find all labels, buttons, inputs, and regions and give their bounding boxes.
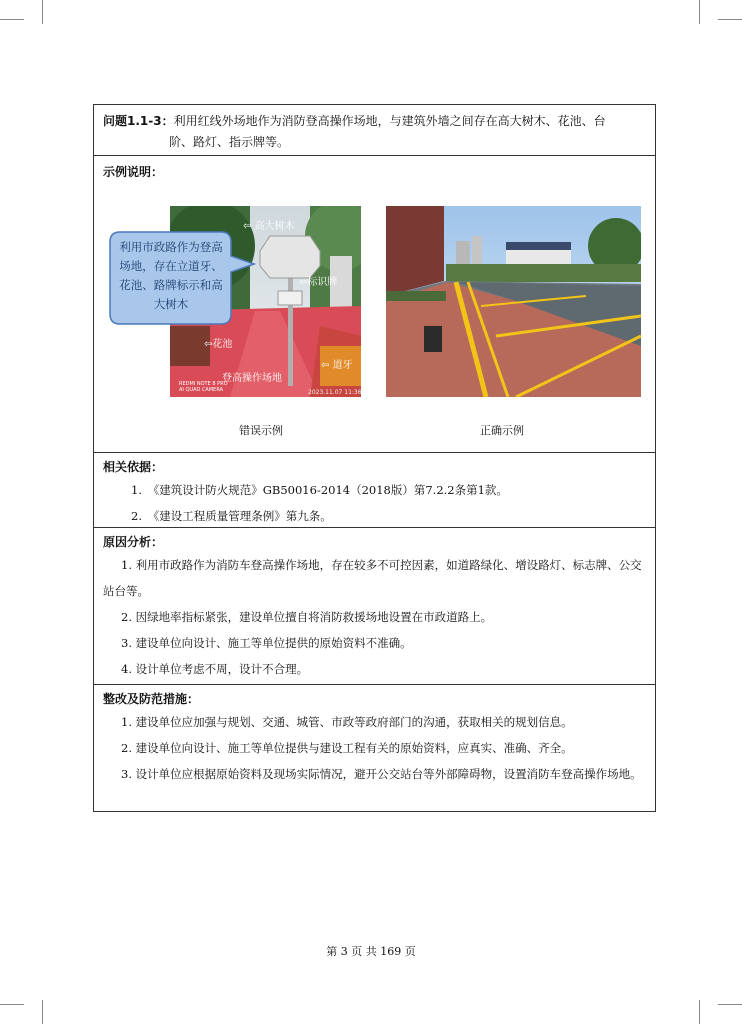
callout-bubble [108, 230, 233, 326]
crop-mark [42, 0, 43, 24]
example-heading: 示例说明： [103, 165, 164, 179]
question-section [94, 105, 655, 155]
basis-item: 1. 《建筑设计防火规范》GB50016-2014（2018版）第7.2.2条第1款。 [131, 483, 508, 497]
correct-photo-scene [386, 206, 641, 397]
cause-item: 2. 因绿地率指标紧张，建设单位擅自将消防救援场地设置在市政道路上。 [121, 610, 493, 624]
example-section [94, 155, 655, 452]
photo-label-sign: ⇦标识牌 [299, 277, 338, 288]
example-pictures [103, 182, 646, 472]
crop-mark [0, 19, 24, 20]
measures-item: 2. 建设单位向设计、施工等单位提供与建设工程有关的原始资料，应真实、准确、齐全。 [121, 741, 573, 755]
photo-timestamp: 2023.11.07 11:36 [308, 389, 362, 396]
cause-heading: 原因分析： [103, 535, 164, 549]
photo-label-planter: ⇦花池 [204, 339, 233, 350]
cause-item: 1. 利用市政路作为消防车登高操作场地，存在较多不可控因素，如道路绿化、增设路灯、标志牌、公交站台等。 [103, 558, 642, 598]
cause-item: 4. 设计单位考虑不周，设计不合理。 [121, 662, 309, 676]
question-label: 问题1.1-3： [103, 114, 174, 128]
measures-item: 3. 设计单位应根据原始资料及现场实际情况，避开公交站台等外部障碍物，设置消防车登高操作场地。 [121, 767, 642, 781]
wrong-example-caption: 错误示例 [239, 424, 283, 437]
measures-heading: 整改及防范措施： [103, 692, 200, 706]
measures-section [94, 684, 655, 811]
basis-item: 2. 《建设工程质量管理条例》第九条。 [131, 509, 332, 523]
photo-label-area: 登高操作场地 [222, 373, 282, 384]
correct-example-caption: 正确示例 [480, 424, 524, 437]
crop-mark [699, 1000, 700, 1024]
callout-text: 利用市政路作为登高场地，存在立道牙、花池、路牌标示和高大树木 [119, 240, 223, 311]
photo-label-curb: ⇦ 道牙 [321, 360, 353, 371]
measures-item: 1. 建设单位应加强与规划、交通、城管、市政等政府部门的沟通，获取相关的规划信息。 [121, 715, 573, 729]
question-text-line2: 阶、路灯、指示牌等。 [169, 135, 290, 149]
crop-mark [0, 1004, 24, 1005]
page-footer: 第 3 页 共 169 页 [326, 945, 416, 958]
photo-label-tree: ⇦ 高大树木 [243, 221, 295, 232]
basis-heading: 相关依据： [103, 460, 164, 474]
cause-item: 3. 建设单位向设计、施工等单位提供的原始资料不准确。 [121, 636, 412, 650]
crop-mark [718, 1004, 742, 1005]
photo-watermark: REDMI NOTE 8 PRO AI QUAD CAMERA [179, 381, 228, 393]
crop-mark [699, 0, 700, 24]
issue-table [93, 104, 656, 812]
correct-example-photo [386, 206, 641, 397]
crop-mark [718, 19, 742, 20]
cause-section [94, 527, 655, 684]
crop-mark [42, 1000, 43, 1024]
question-text-line1: 利用红线外场地作为消防登高操作场地，与建筑外墙之间存在高大树木、花池、台 [173, 114, 606, 128]
